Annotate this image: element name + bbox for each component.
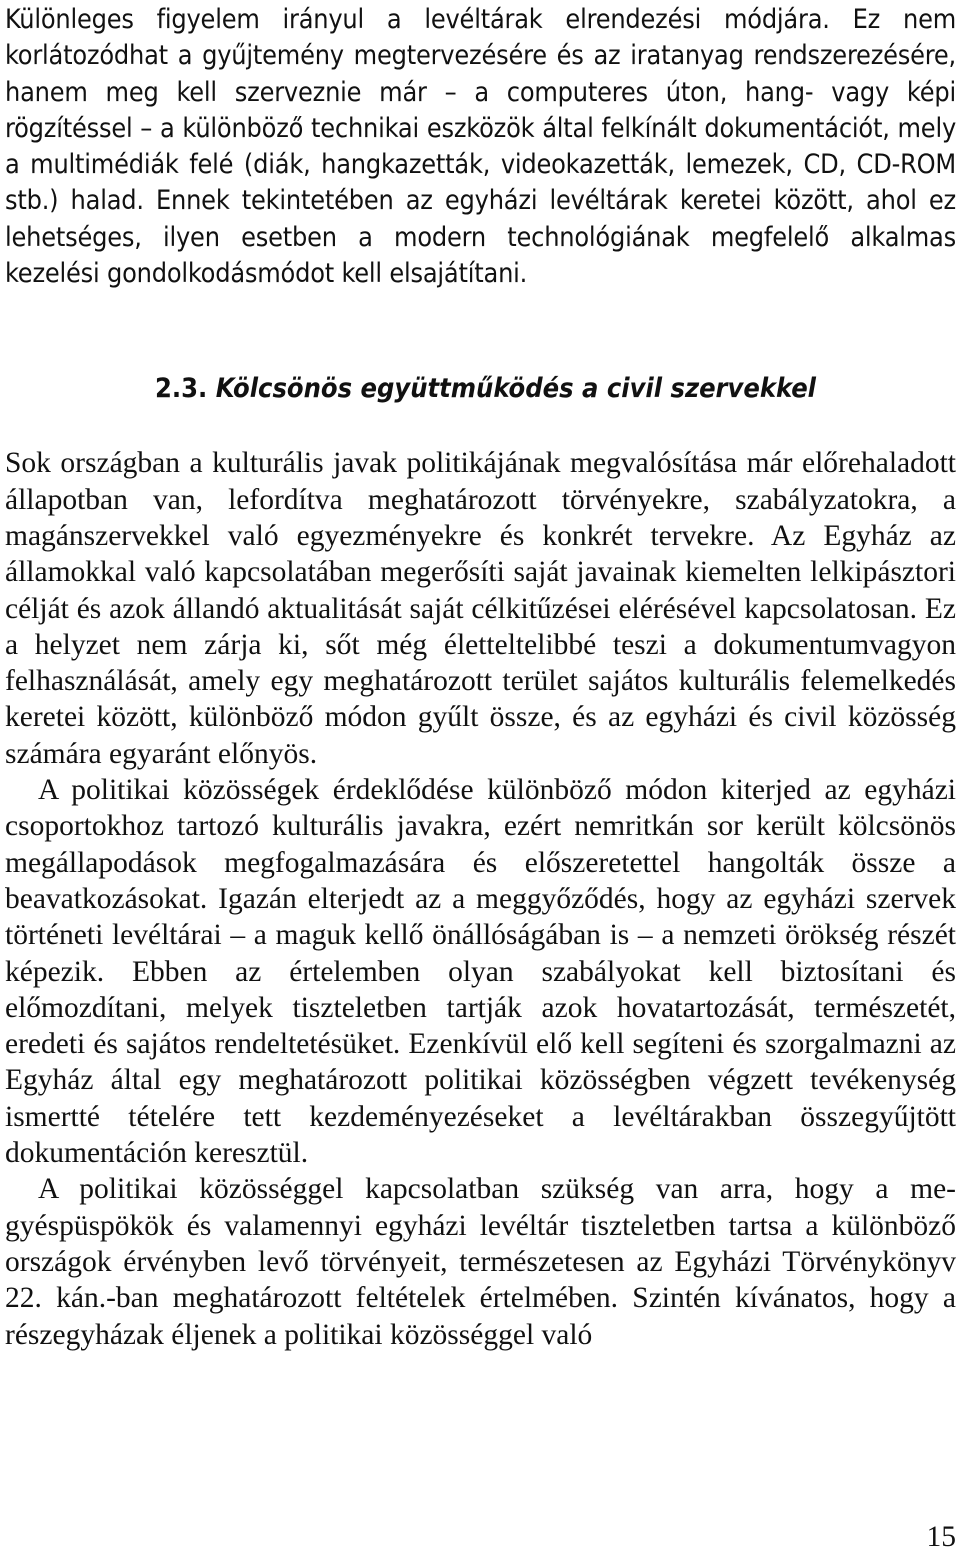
section-number: 2.3. — [154, 373, 208, 405]
body-paragraph-3: A politikai közösséggel kapcsolatban szükség van arra, hogy a megyéspüspökök és valamennyi egyházi levéltár tiszteletben tartsa a különböző országok érvényben levő törvényeit, természetesen az Egyházi Törvénykönyv 22. kán.-ban meghatározott feltételek értelmében. Szintén kívánatos, hogy a részegyházak éljenek a politikai közösséggel való — [5, 1173, 956, 1351]
intro-paragraph: Különleges figyelem irányul a levéltárak elrendezési módjára. Ez nem korlátozódhat a gyűjtemény megtervezésére és az iratanyag rendszerezésére, hanem meg kell szerveznie már – a computeres úton, hang- vagy képi rögzítéssel – a különböző technikai eszközök által felkínált dokumentációt, mely a multimédiák felé (diák, hangkazetták, videokazetták, lemezek, CD, CD-ROM stb.) halad. Ennek tekintetében az egyházi levéltárak keretei között, ahol ez lehetséges, ilyen esetben a modern technológiának megfelelő alkalmas kezelési gondolkodásmódot kell elsajátítani. — [5, 4, 956, 290]
body-paragraph-1: Sok országban a kulturális javak politikájának megvalósítása már előrehaladott állapotban van, lefordítva meghatározott törvényekre, szabályzatokra, a magánszervekkel való egyezményekre és konkrét tervekre. Az Egyház az államokkal való kapcsolatában megerősíti saját javainak kiemelten lelkipásztori célját és azok állandó aktualitását saját célkitűzései elérésével kapcsolatosan. Ez a helyzet nem zárja ki, sőt még életteltelibbé teszi a dokumentumvagyon felhasználását, amely egy meghatározott terület sajátos kulturális felemelkedés keretei között, különböző módon gyűlt össze, és az egyházi és civil közösség számára egyaránt előnyös. — [5, 447, 956, 770]
section-heading — [5, 371, 956, 407]
page-number: 15 — [926, 1521, 956, 1553]
body-paragraph-2: A politikai közösségek érdeklődése különböző módon kiterjed az egyházi csoportokhoz tartozó kulturális javakra, ezért nemritkán sor került kölcsönös megállapodások megfogalmazására és előszeretettel hangolták össze a beavatkozásokat. Igazán elterjedt az a meggyőződés, hogy az egyházi szervek történeti levéltárai – a maguk kellő önállóságában is – a nemzeti örökség részét képezik. Ebben az értelemben olyan szabályokat kell biztosítani és előmozdítani, melyek tiszteletben tartják azok hovatartozását, természetét, eredeti és sajátos rendeltetésüket. Ezenkívül elő kell segíteni és szorgalmazni az Egyház által egy meghatározott politikai közösségben végzett tevékenység ismertté tételére tett kezdeményezéseket a levéltárakban összegyűjtött dokumentáción keresztül. — [5, 774, 956, 1170]
document-page — [5, 0, 956, 1353]
section-title: Kölcsönös együttműködés a civil szervekkel — [215, 373, 816, 405]
